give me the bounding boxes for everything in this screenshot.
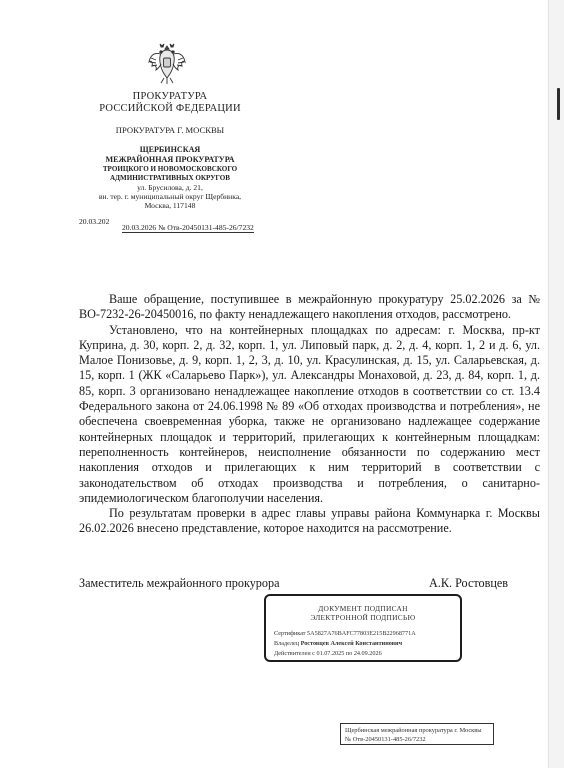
registration-number	[122, 223, 254, 232]
org-title-line2: РОССИЙСКОЙ ФЕДЕРАЦИИ	[99, 103, 241, 114]
branch-line4: АДМИНИСТРАТИВНЫХ ОКРУГОВ	[110, 174, 230, 182]
footer-line2: № Отв-20450131-485-26/7232	[345, 736, 426, 743]
paragraph-1: Ваше обращение, поступившее в межрайонную прокуратуру 25.02.2026 за № ВО-7232-26-20450016, по факту ненадлежащего накопления отходов, рассмотрено.	[79, 292, 540, 322]
esig-owner	[274, 640, 402, 647]
esig-validity: Действителен с 01.07.2025 по 24.09.2026	[274, 650, 382, 657]
city-office: ПРОКУРАТУРА Г. МОСКВЫ	[115, 125, 225, 135]
esig-owner-label: Владелец	[274, 640, 300, 647]
signatory-position: Заместитель межрайонного прокурора	[79, 576, 280, 590]
branch-line1: ЩЕРБИНСКАЯ	[139, 145, 201, 154]
paragraph-2: Установлено, что на контейнерных площадках по адресам: г. Москва, пр-кт Куприна, д. 30, корп. 2, д. 32, корп. 1, ул. Липовый парк, д. 2, д. 4, корп. 1, 2 и д. 6, ул. Малое Понизовье, д. 9, корп. 1, 2, 3, д. 10, ул. Красулинская, д. 15, ул. Саларьевская, д. 15, корп. 1 (ЖК «Саларьево Парк»), ул. Александры Монаховой, д. 23, д. 84, корп. 1, д. 85, корп. 3 организовано ненадлежащее накопление отходов в соответствии со ст. 13.4 Федерального закона от 24.06.1998 № 89 «Об отходах производства и потребления», не обеспечена своевременная уборка, также не организовано надлежащее содержание контейнерных площадок и территорий, прилегающих к контейнерным площадкам: переполненность контейнеров, неисполнение обязанности по содержанию мест накопления отходов и прилегающих к ним территорий в соответствии с законодательством об отходах производства и потребления, о санитарно-эпидемиологическом благополучии населения.	[79, 322, 540, 505]
esig-certificate-value: 5A5827A76BAFC77803E215B22968771A	[307, 630, 416, 637]
eagle-emblem-icon	[147, 40, 187, 86]
scrollbar-thumb[interactable]	[557, 88, 560, 120]
letter-body	[79, 292, 540, 537]
esig-owner-value: Ростовцев Алексей Константинович	[300, 640, 403, 647]
address-line3: Москва, 117148	[144, 201, 196, 210]
address-line1: ул. Брусилова, д. 21,	[137, 183, 203, 192]
paragraph-3: По результатам проверки в адрес главы управы района Коммунарка г. Москвы 26.02.2026 внесено представление, которое находится на рассмотрение.	[79, 506, 540, 536]
electronic-signature-stamp	[264, 594, 462, 662]
date-stamp: 20.03.202	[79, 217, 110, 226]
esig-certificate	[274, 630, 416, 637]
org-title-line1: ПРОКУРАТУРА	[132, 91, 208, 102]
scrollbar-track[interactable]	[548, 0, 564, 768]
esig-title-line1: ДОКУМЕНТ ПОДПИСАН	[318, 604, 408, 613]
esig-certificate-label: Сертификат	[274, 630, 306, 637]
registration-text: 20.03.2026 № Отв-20450131-485-26/7232	[122, 223, 254, 232]
footer-line1: Щербинская межрайонная прокуратура г. Москвы	[345, 727, 482, 734]
signatory-name: А.К. Ростовцев	[429, 576, 509, 590]
footer-reference	[340, 723, 494, 745]
address-line2: вн. тер. г. муниципальный округ Щербинка,	[98, 192, 242, 201]
branch-line2: МЕЖРАЙОННАЯ ПРОКУРАТУРА	[105, 155, 235, 164]
branch-line3: ТРОИЦКОГО И НОВОМОСКОВСКОГО	[102, 165, 238, 173]
esig-title-line2: ЭЛЕКТРОННОЙ ПОДПИСЬЮ	[310, 613, 416, 622]
